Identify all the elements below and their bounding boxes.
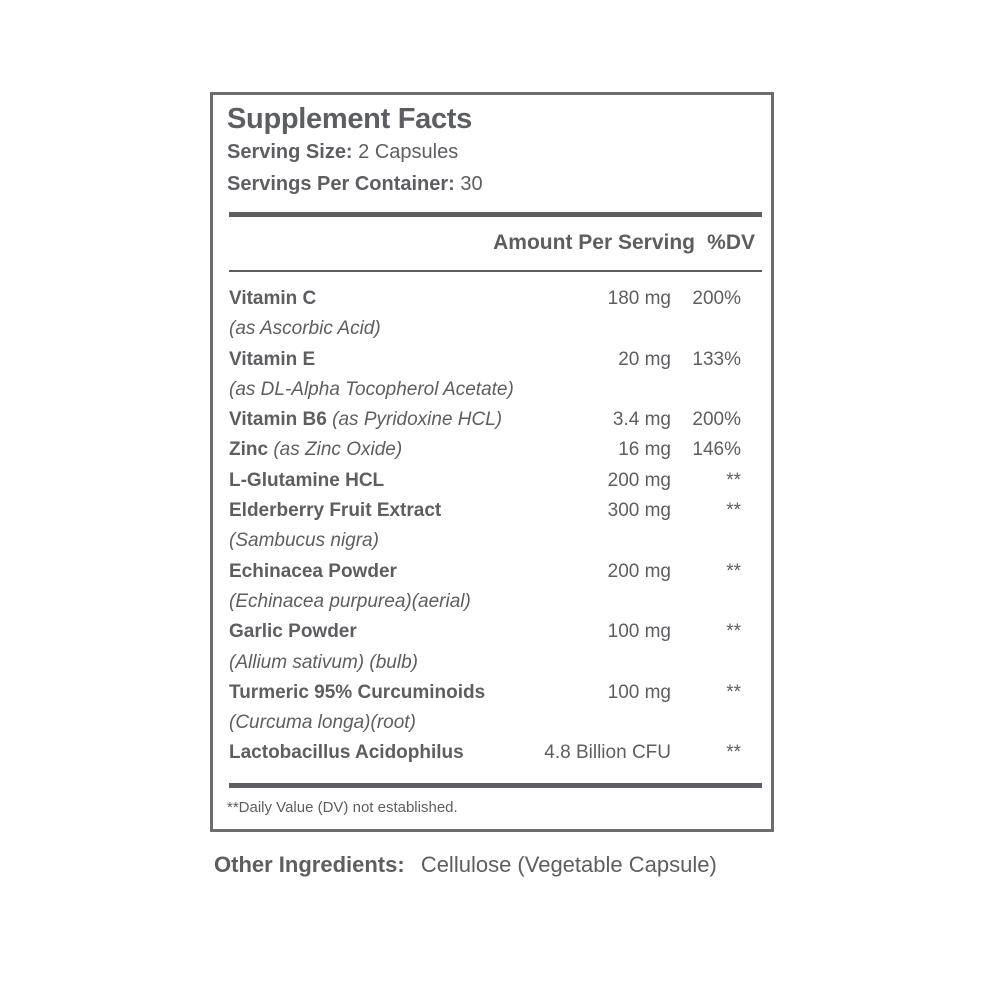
nutrient-source: (Curcuma longa)(root) <box>229 712 416 734</box>
nutrient-dv: ** <box>726 681 741 703</box>
nutrient-dv: ** <box>726 469 741 491</box>
nutrient-name: Garlic Powder <box>229 621 357 643</box>
nutrient-amount: 100 mg <box>607 621 671 643</box>
nutrient-row <box>213 408 773 438</box>
nutrient-amount: 200 mg <box>607 469 671 491</box>
dv-header: %DV <box>707 231 755 254</box>
servings-per-container-label: Servings Per Container: <box>227 173 455 195</box>
nutrient-amount: 300 mg <box>607 500 671 522</box>
nutrient-source: (Allium sativum) (bulb) <box>229 651 418 673</box>
serving-size-value: 2 Capsules <box>358 141 459 163</box>
bottom-divider <box>229 783 762 788</box>
nutrient-row <box>213 620 773 681</box>
nutrient-source: (Echinacea purpurea)(aerial) <box>229 590 471 612</box>
nutrient-amount: 100 mg <box>607 681 671 703</box>
nutrient-name: Vitamin E <box>229 348 316 370</box>
servings-per-container <box>227 173 483 196</box>
other-ingredients <box>214 852 717 878</box>
nutrient-dv: ** <box>726 621 741 643</box>
amount-per-serving-header: Amount Per Serving <box>493 231 695 254</box>
nutrient-row <box>213 741 773 771</box>
nutrient-source: (as DL-Alpha Tocopherol Acetate) <box>229 378 514 400</box>
serving-size-label: Serving Size: <box>227 141 353 163</box>
nutrient-amount: 180 mg <box>607 288 671 309</box>
nutrient-name: Turmeric 95% Curcuminoids <box>229 681 486 703</box>
nutrient-name: Vitamin B6 (as Pyridoxine HCL) <box>229 409 503 431</box>
nutrient-row <box>213 499 773 560</box>
nutrient-dv: ** <box>726 500 741 522</box>
other-ingredients-value: Cellulose (Vegetable Capsule) <box>420 852 717 877</box>
column-header <box>213 231 773 259</box>
nutrient-qualifier: (as Pyridoxine HCL) <box>332 409 503 431</box>
panel-title: Supplement Facts <box>227 103 472 135</box>
nutrient-name: Echinacea Powder <box>229 560 397 582</box>
nutrient-list <box>213 287 773 772</box>
servings-per-container-value: 30 <box>460 173 483 195</box>
nutrient-row <box>213 469 773 499</box>
nutrient-name: Lactobacillus Acidophilus <box>229 742 464 764</box>
dv-footnote: **Daily Value (DV) not established. <box>227 799 458 816</box>
nutrient-row <box>213 560 773 621</box>
nutrient-name: Zinc (as Zinc Oxide) <box>229 439 403 461</box>
nutrient-source: (as Ascorbic Acid) <box>229 318 381 340</box>
nutrient-amount: 4.8 Billion CFU <box>544 742 671 764</box>
nutrient-name: Vitamin C <box>229 288 317 309</box>
nutrient-dv: ** <box>726 742 741 764</box>
nutrient-source: (Sambucus nigra) <box>229 530 379 552</box>
nutrient-dv: 146% <box>692 439 741 461</box>
nutrient-amount: 200 mg <box>607 560 671 582</box>
nutrient-row <box>213 681 773 742</box>
supplement-facts-panel <box>210 92 774 832</box>
header-divider <box>229 270 762 272</box>
nutrient-dv: 200% <box>692 409 741 431</box>
nutrient-amount: 16 mg <box>618 439 671 461</box>
nutrient-dv: ** <box>726 560 741 582</box>
nutrient-row <box>213 348 773 409</box>
nutrient-name: L-Glutamine HCL <box>229 469 385 491</box>
nutrient-qualifier: (as Zinc Oxide) <box>273 439 403 461</box>
nutrient-amount: 20 mg <box>618 348 671 370</box>
nutrient-row <box>213 438 773 468</box>
nutrient-row <box>213 287 773 348</box>
top-divider <box>229 212 762 217</box>
nutrient-dv: 133% <box>692 348 741 370</box>
nutrient-amount: 3.4 mg <box>612 409 671 431</box>
nutrient-name: Elderberry Fruit Extract <box>229 500 442 522</box>
other-ingredients-label: Other Ingredients: <box>214 852 405 877</box>
nutrient-dv: 200% <box>692 288 741 309</box>
serving-size <box>227 141 458 164</box>
